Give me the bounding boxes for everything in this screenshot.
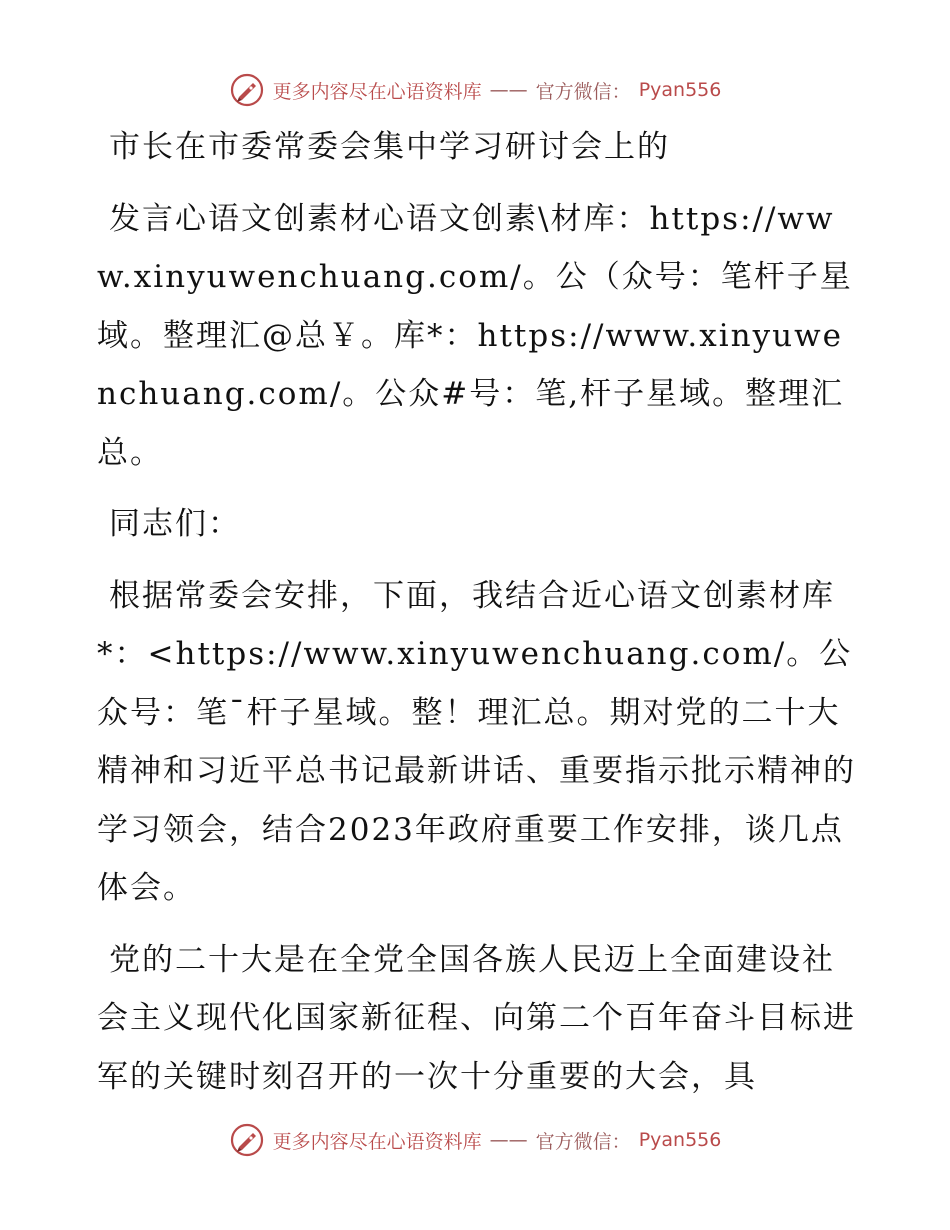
paragraph: 党的二十大是在全党全国各族人民迈上全面建设社会主义现代化国家新征程、向第二个百年奋斗目标进军的关键时刻召开的一次十分重要的大会，具 (97, 941, 856, 1095)
watermark-wechat-label: 官方微信： (535, 1130, 631, 1153)
watermark-separator: —— (489, 1129, 528, 1151)
watermark-wechat-id: Pyan556 (638, 1129, 722, 1151)
pen-nib-logo-icon (229, 1122, 265, 1158)
watermark-banner-top (0, 70, 950, 110)
paragraph: 同志们： (109, 506, 241, 542)
watermark-wechat-label: 官方微信： (535, 80, 631, 103)
watermark-separator: —— (489, 79, 528, 101)
watermark-text: 更多内容尽在心语资料库 (272, 1130, 482, 1153)
paragraph: 发言心语文创素材心语文创素\材库：https://www.xinyuwenchuang.com/。公（众号：笔杆子星域。整理汇@总￥。库*：https://www.xinyuwenchuang.com/。公众#号：笔,杆子星域。整理汇总。 (97, 200, 853, 471)
watermark-wechat-id: Pyan556 (638, 79, 722, 101)
document-body (97, 118, 857, 1119)
watermark-text: 更多内容尽在心语资料库 (272, 80, 482, 103)
pen-nib-logo-icon (229, 72, 265, 108)
watermark-banner-bottom (0, 1120, 950, 1160)
paragraph: 根据常委会安排，下面，我结合近心语文创素材库*：<https://www.xinyuwenchuang.com/。公众号：笔¯杆子星域。整！理汇总。期对党的二十大精神和习近平总书记最新讲话、重要指示批示精神的学习领会，结合2023年政府重要工作安排，谈几点体会。 (97, 577, 856, 906)
document-title: 市长在市委常委会集中学习研讨会上的 (109, 129, 670, 165)
